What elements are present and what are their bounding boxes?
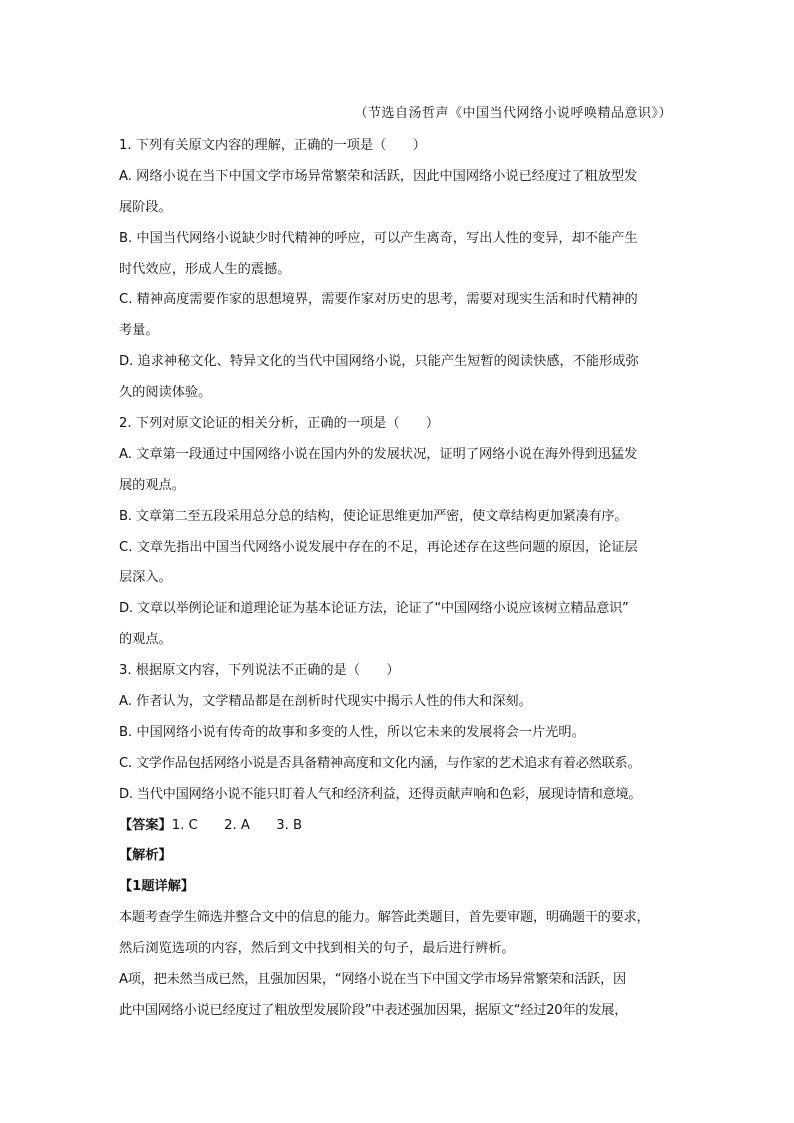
answer-text: 1. C 2. A 3. B (171, 817, 303, 833)
q2-stem: 2. 下列对原文论证的相关分析，正确的一项是（ ） (119, 416, 440, 432)
q1-option-d: D. 追求神秘文化、特异文化的当代中国网络小说，只能产生短暂的阅读快感，不能形成弥 (119, 354, 639, 370)
analysis-paragraph-line: 此中国网络小说已经度过了粗放型发展阶段”中表述强加因果，据原文“经过20年的发展， (119, 1002, 628, 1018)
q1-option-a-cont: 展阶段。 (119, 199, 172, 215)
q2-option-d-cont: 的观点。 (119, 632, 172, 648)
q1-option-b: B. 中国当代网络小说缺少时代精神的呼应，可以产生离奇，写出人性的变异，却不能产生 (119, 230, 638, 246)
q2-option-c-cont: 层深入。 (119, 570, 172, 586)
analysis-paragraph-line: A项，把未然当成已然，且强加因果，“网络小说在当下中国文学市场异常繁荣和活跃，因 (119, 972, 626, 988)
q2-option-b: B. 文章第二至五段采用总分总的结构，使论证思维更加严密，使文章结构更加紧凑有序。 (119, 508, 628, 524)
source-citation: （节选自汤哲声《中国当代网络小说呼唤精品意识》） (354, 106, 672, 121)
q2-option-c: C. 文章先指出中国当代网络小说发展中存在的不足，再论述存在这些问题的原因，论证层 (119, 539, 638, 555)
q3-option-b: B. 中国网络小说有传奇的故事和多变的人性，所以它未来的发展将会一片光明。 (119, 724, 585, 740)
q1-option-c-cont: 考量。 (119, 323, 159, 339)
q3-option-c: C. 文学作品包括网络小说是否具备精神高度和文化内涵，与作家的艺术追求有着必然联系。 (119, 755, 641, 771)
q1-option-c: C. 精神高度需要作家的思想境界，需要作家对历史的思考，需要对现实生活和时代精神的 (119, 292, 638, 308)
q3-option-a: A. 作者认为，文学精品都是在剖析时代现实中揭示人性的伟大和深刻。 (119, 694, 532, 710)
analysis-label: 【解析】 (119, 848, 172, 864)
document-body (119, 131, 675, 1027)
q3-stem: 3. 根据原文内容，下列说法不正确的是（ ） (119, 663, 400, 679)
q2-option-a: A. 文章第一段通过中国网络小说在国内外的发展状况，证明了网络小说在海外得到迅猛发 (119, 446, 638, 462)
q1-option-d-cont: 久的阅读体验。 (119, 385, 212, 401)
q1-option-b-cont: 时代效应，形成人生的震撼。 (119, 261, 291, 277)
analysis-sub-label: 【1题详解】 (119, 879, 195, 895)
q2-option-d: D. 文章以举例论证和道理论证为基本论证方法，论证了“中国网络小说应该树立精品意识” (119, 601, 629, 617)
answer-label: 【答案】 (119, 817, 172, 833)
q3-option-d: D. 当代中国网络小说不能只盯着人气和经济利益，还得贡献声响和色彩，展现诗情和意境。 (119, 786, 642, 802)
answer-line (119, 811, 675, 842)
q2-option-a-cont: 展的观点。 (119, 477, 185, 493)
q1-option-a: A. 网络小说在当下中国文学市场异常繁荣和活跃，因此中国网络小说已经度过了粗放型发 (119, 168, 638, 184)
q1-stem: 1. 下列有关原文内容的理解，正确的一项是（ ） (119, 138, 426, 153)
analysis-paragraph-line: 然后浏览选项的内容，然后到文中找到相关的句子，最后进行辨析。 (119, 941, 515, 957)
analysis-paragraph-line: 本题考查学生筛选并整合文中的信息的能力。解答此类题目，首先要审题，明确题干的要求， (119, 910, 650, 926)
